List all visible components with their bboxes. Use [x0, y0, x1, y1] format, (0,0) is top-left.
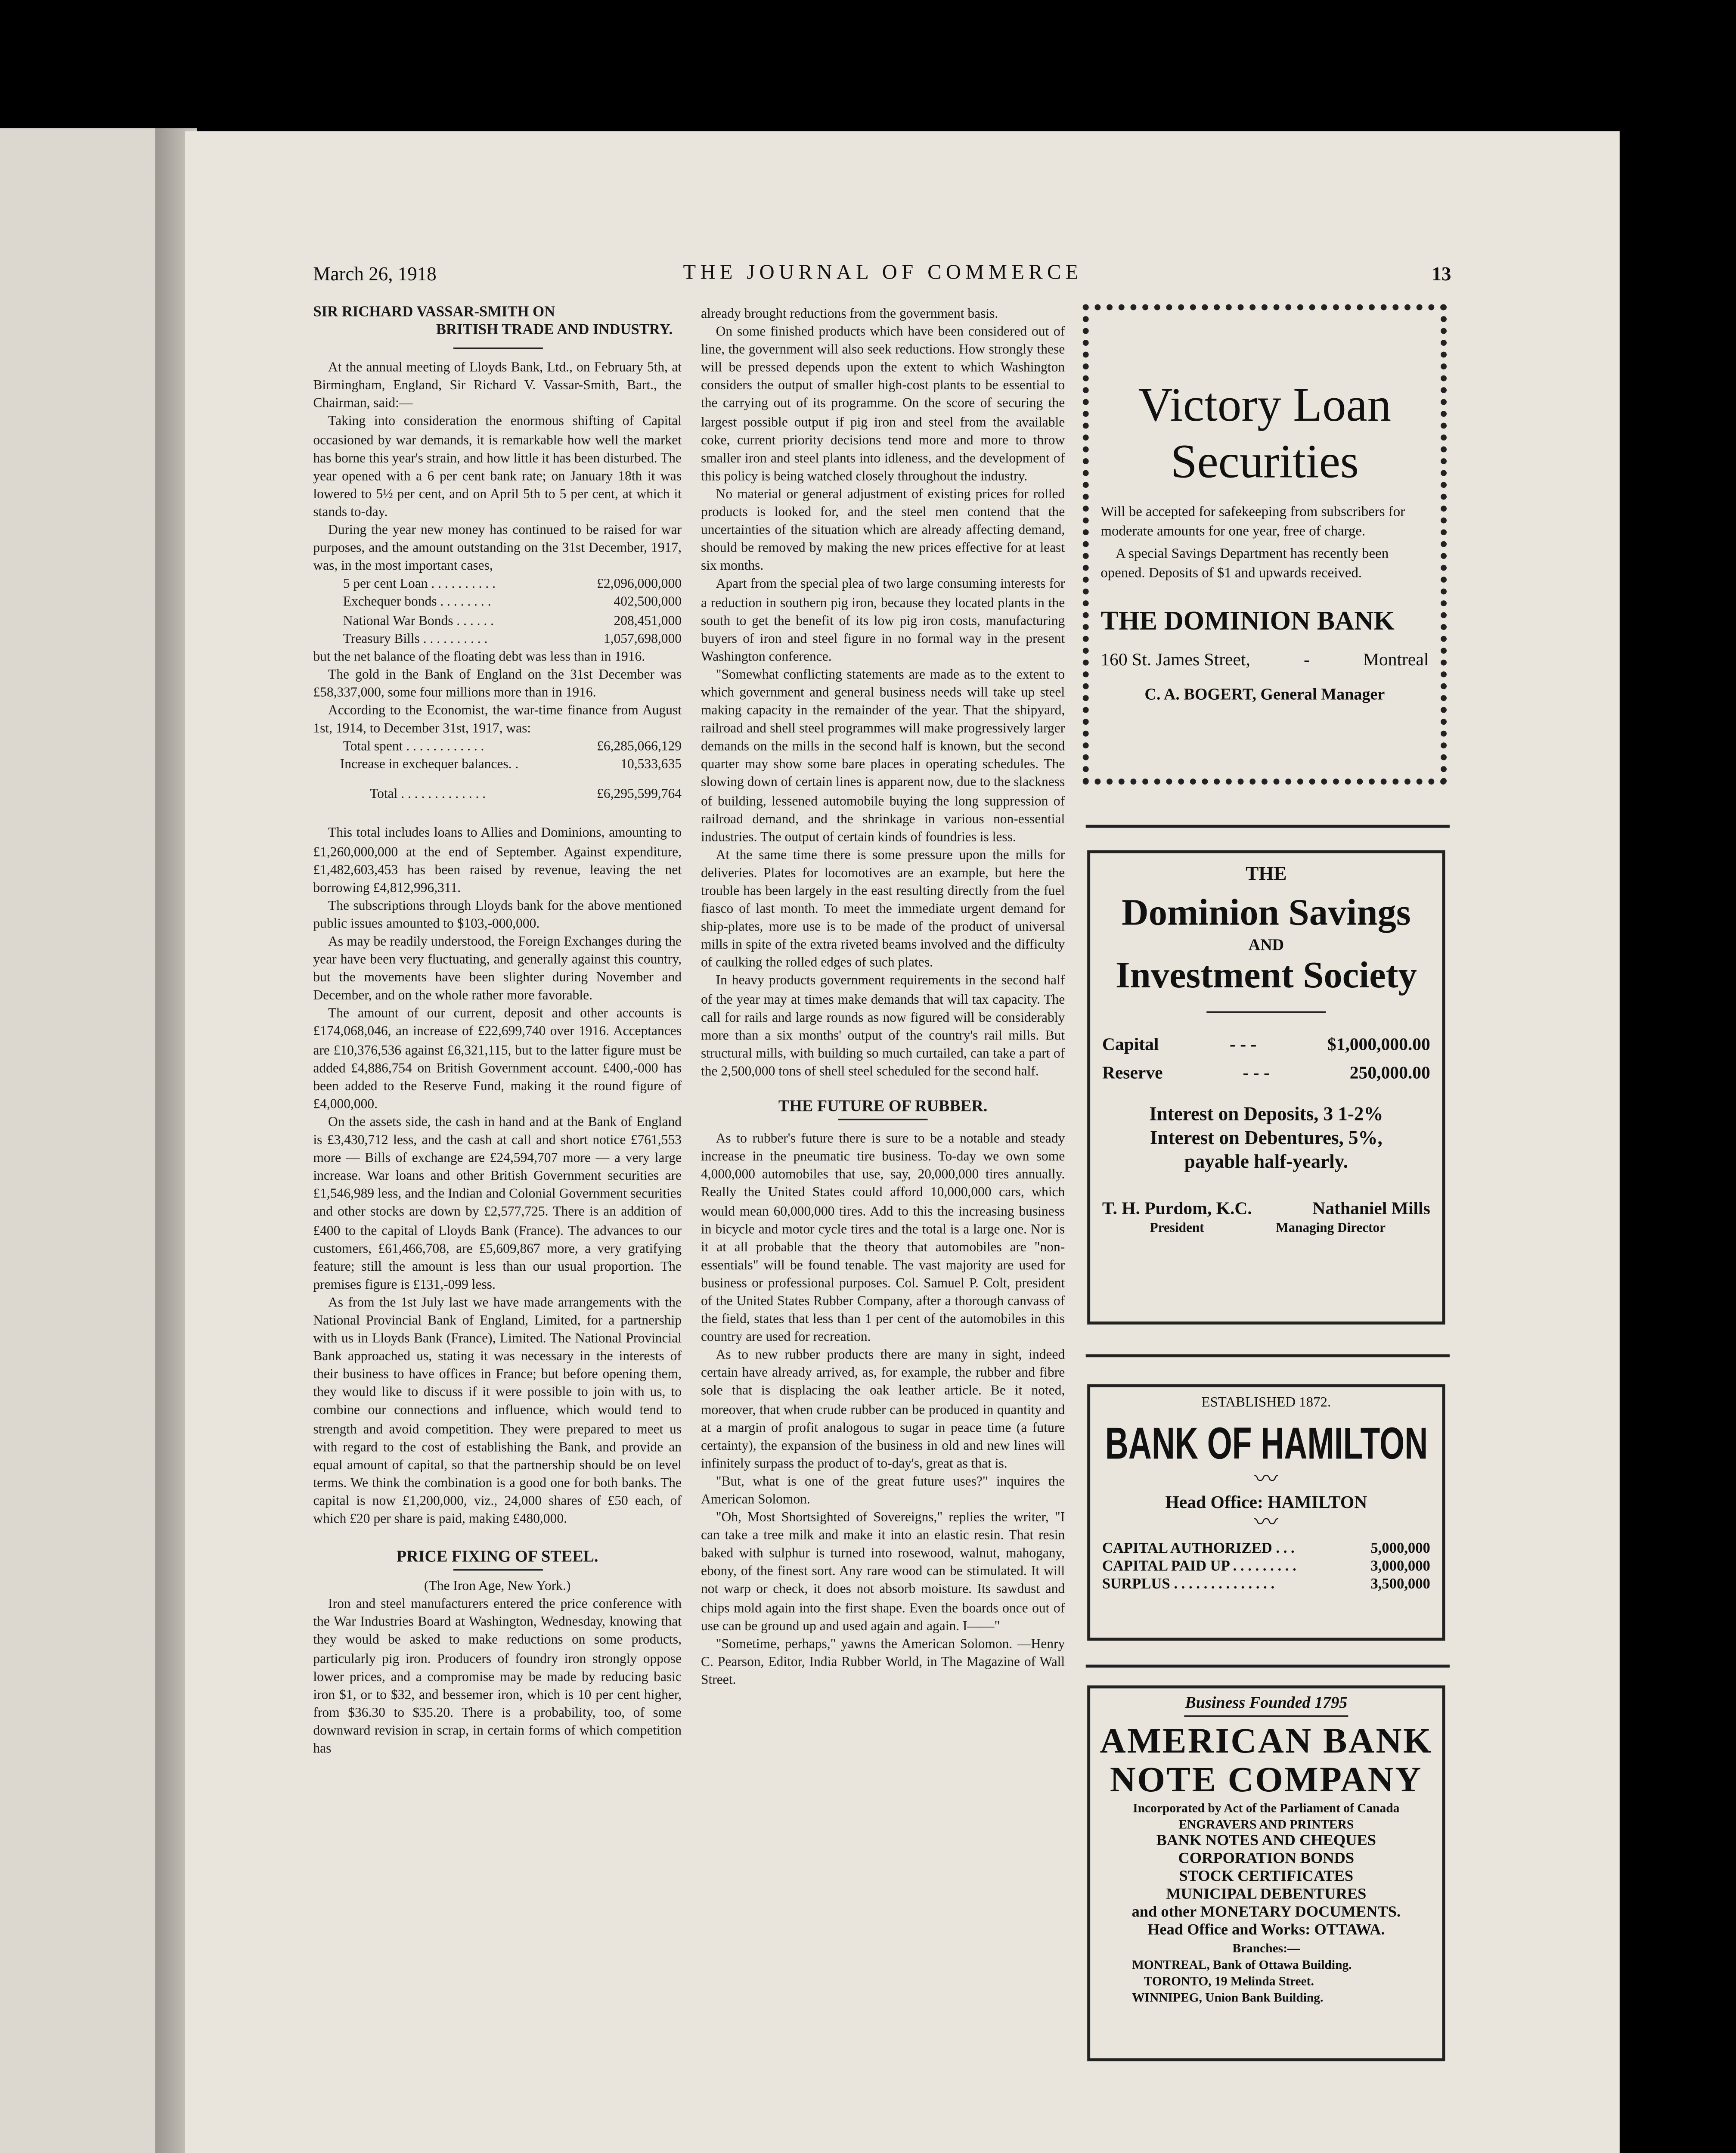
capital-row	[1102, 1576, 1430, 1595]
branch-line: WINNIPEG, Union Bank Building.	[1132, 1989, 1324, 2005]
divider	[1206, 1011, 1326, 1013]
total-value: £6,295,599,764	[597, 786, 682, 802]
finance-table	[313, 737, 682, 812]
masthead: THE JOURNAL OF COMMERCE	[683, 262, 1083, 285]
bank-name: THE DOMINION BANK	[1100, 605, 1395, 636]
paragraph: Taking into consideration the enormous shifting of Capital occasioned by war demands, it is remarkable how well the market has borne this year's strain, and how little it has been disturbed. The year opened with a 6 per cent bank rate; on January 18th it was lowered to 5½ per cent, and on April 5th to 5 per cent, at which it stands to-day.	[313, 414, 682, 519]
row-label: Capital	[1102, 1033, 1159, 1055]
table-row	[313, 611, 682, 629]
issue-date: March 26, 1918	[313, 262, 437, 285]
wave-ornament-icon: 〰	[1254, 1511, 1278, 1536]
row-label: National War Bonds . . . . . .	[343, 612, 494, 627]
row-value: £2,096,000,000	[597, 576, 682, 591]
american-bank-note-ad	[1087, 1685, 1445, 2061]
capital-row	[1102, 1541, 1430, 1559]
row-value: 3,000,000	[1370, 1558, 1430, 1575]
facing-page-edge	[0, 128, 182, 2153]
paragraph: During the year new money has continued to be raised for war purposes, and the amount outstanding on the 31st December, 1917, was, in the most important cases,	[313, 522, 682, 573]
signatories	[1102, 1198, 1430, 1220]
paragraph: "But, what is one of the great future uses?" inquires the American Solomon.	[701, 1474, 1065, 1507]
capital-row	[1102, 1033, 1430, 1056]
ad-title: Victory Loan	[1138, 377, 1392, 431]
row-label: CAPITAL PAID UP . . . . . . . . .	[1102, 1558, 1296, 1575]
row-value: 402,500,000	[614, 594, 682, 609]
paragraph: No material or general adjustment of existing prices for rolled products is looked for, and the steel men contend that the uncertainties of the situation which are already affecting demand, should be removed by making the new prices effective for at least six months.	[701, 486, 1065, 574]
source-line: (The Iron Age, New York.)	[424, 1578, 571, 1594]
role: Managing Director	[1276, 1220, 1386, 1235]
signatory: Nathaniel Mills	[1312, 1197, 1430, 1219]
established-line: ESTABLISHED 1872.	[1201, 1396, 1331, 1411]
founded-line: Business Founded 1795	[1185, 1694, 1348, 1712]
paragraph: This total includes loans to Allies and Dominions, amounting to £1,260,000,000 at the end of September. Against expenditure, £1,482,603,453 has been raised by revenue, leaving the net borrowing £4,812,996,311.	[313, 825, 682, 895]
service-line: MUNICIPAL DEBENTURES	[1166, 1886, 1367, 1903]
ad-body: A special Savings Department has recently been opened. Deposits of $1 and upwards received.	[1100, 547, 1389, 582]
wave-ornament-icon: 〰	[1254, 1467, 1278, 1493]
paragraph: The subscriptions through Lloyds bank for the above mentioned public issues amounted to $103,-000,000.	[313, 897, 682, 931]
paragraph: On the assets side, the cash in hand and at the Bank of England is £3,430,712 less, and the cash at call and short notice £761,553 more — Bills of exchange are £24,594,707 more — a very large increase. War loans and other British Government securities are £1,546,989 less, and the Indian and Colonial Government securities and other stocks are down by £2,577,725. There is an addition of £400 to the capital of Lloyds Bank (France). The advances to our customers, £61,466,708, are £5,609,867 more, a very gratifying feature; still the amount is less than our usual proportion. The premises figure is £131,-099 less.	[313, 1114, 682, 1291]
ad-label: AND	[1248, 937, 1284, 955]
capital-row	[1102, 1559, 1430, 1577]
ad-title: NOTE COMPANY	[1110, 1761, 1423, 1800]
paragraph: The gold in the Bank of England on the 31st December was £58,337,000, some four millions more than in 1916.	[313, 666, 682, 700]
interest-line: payable half-yearly.	[1184, 1150, 1348, 1173]
head-office: Head Office: HAMILTON	[1165, 1491, 1367, 1513]
street: 160 St. James Street,	[1100, 648, 1250, 670]
paragraph: In heavy products government requirements in the second half of the year may at times make demands that will tax capacity. The call for rails and large rounds as now figured will be considerably more than a six months' output of the country's rail mills. But structural mills, with building so much curtailed, can take a part of the 2,500,000 tons of shell steel scheduled for the second half.	[701, 973, 1065, 1079]
row-value: 250,000.00	[1349, 1062, 1430, 1083]
service-line: CORPORATION BONDS	[1178, 1851, 1355, 1868]
paragraph: "Somewhat conflicting statements are made as to the extent to which government and general business needs will take up steel making capacity in the remainder of the year. That the shipyard, railroad and shell steel programmes will make progressively larger demands on the mills in the second half is known, but the second quarter may show some bare places in operating schedules. The slowing down of certain lines is apparent now, due to the slackness of building, lessened automobile buying the long suppression of railroad demand, and the shrinkage in various non-essential industries. The output of certain kinds of foundries is less.	[701, 666, 1065, 844]
service-line: ENGRAVERS AND PRINTERS	[1178, 1817, 1354, 1832]
paragraph: According to the Economist, the war-time finance from August 1st, 1914, to December 31st, 1917, was:	[313, 702, 682, 735]
dash: -	[1303, 648, 1310, 670]
divider	[838, 1119, 928, 1120]
head-office: Head Office and Works: OTTAWA.	[1147, 1922, 1385, 1939]
row-dashes: - - -	[1229, 1033, 1257, 1055]
paragraph: already brought reductions from the government basis.	[701, 306, 998, 321]
paragraph: As to new rubber products there are many in sight, indeed certain have already arrived, as, for example, the rubber and fibre sole that is displacing the oak leather article. Be it noted, moreover, that when crude rubber can be produced in quantity and at a margin of profit analogous to sugar in peace time (a future certainty), the expansion of the business in old and new lines will infinitely surpass the product of to-day's, great as that is.	[701, 1347, 1065, 1470]
article-title: PRICE FIXING OF STEEL.	[396, 1548, 598, 1567]
paragraph: As to rubber's future there is sure to be a notable and steady increase in the pneumatic tire business. To-day we own some 4,000,000 automobiles that use, say, 20,000,000 tires annually. Really the United States could afford 10,000,000 cars, which would mean 60,000,000 tires. Add to this the increasing business in bicycle and motor cycle tires and the total is a large one. Nor is it at all probable that the theory that automobiles are "non-essentials" will be found tenable. The vast majority are used for business or professional purposes. Col. Samuel P. Colt, president of the United States Rubber Company, after a thorough canvass of the field, states that less than 1 per cent of the automobiles in this country are used for recreation.	[701, 1131, 1065, 1344]
paragraph: Iron and steel manufacturers entered the price conference with the War Industries Board at Washington, Wednesday, knowing that they would be asked to make reductions on some products, particularly pig iron. Producers of foundry iron strongly oppose lower prices, and a compromise may be made by reducing basic iron $1, or to $32, and bessemer iron, which is 10 per cent higher, from $36.30 to $35.20. There is a probability, too, of some downward revision in scrap, in certain forms of which competition has	[313, 1596, 682, 1756]
service-line: BANK NOTES AND CHEQUES	[1156, 1833, 1376, 1850]
divider	[1086, 1665, 1450, 1668]
divider	[453, 348, 542, 349]
column-2	[701, 304, 1065, 1689]
row-label: CAPITAL AUTHORIZED . . .	[1102, 1541, 1295, 1557]
victory-loan-ad	[1083, 304, 1447, 785]
service-line: STOCK CERTIFICATES	[1179, 1869, 1354, 1886]
paragraph: The amount of our current, deposit and other accounts is £174,068,046, an increase of £22,699,740 over 1916. Acceptances are £10,376,536 against £6,321,115, but to the latter figure must be added £4,886,754 on British Government account. £400,-000 has been added to the Reserve Fund, making it the round figure of £4,000,000.	[313, 1005, 682, 1111]
bank-of-hamilton-ad	[1087, 1384, 1445, 1641]
branch-line: MONTREAL, Bank of Ottawa Building.	[1132, 1957, 1352, 1972]
row-label: SURPLUS . . . . . . . . . . . . . .	[1102, 1576, 1275, 1593]
table-row	[313, 773, 682, 812]
article-title: BRITISH TRADE AND INDUSTRY.	[436, 322, 673, 339]
paragraph: but the net balance of the floating debt was less than in 1916.	[313, 648, 645, 664]
ad-title: Dominion Savings	[1122, 893, 1411, 934]
ad-title: AMERICAN BANK	[1100, 1722, 1433, 1762]
row-label: 5 per cent Loan . . . . . . . . . .	[343, 576, 496, 591]
ad-title: Securities	[1170, 434, 1359, 488]
reserve-row	[1102, 1062, 1430, 1084]
ad-title: BANK OF HAMILTON	[1105, 1420, 1428, 1469]
article-title: SIR RICHARD VASSAR-SMITH ON	[313, 304, 555, 321]
row-label: Total spent . . . . . . . . . . . .	[343, 738, 484, 754]
row-value: 1,057,698,000	[603, 630, 682, 645]
page-number: 13	[1432, 262, 1451, 285]
service-line: and other MONETARY DOCUMENTS.	[1132, 1905, 1401, 1921]
paragraph: At the same time there is some pressure upon the mills for deliveries. Plates for locomotives are an example, but here the trouble has been largely in the east resulting directly from the fuel fiasco of last month. To meet the immediate urgent demand for ship-plates, more use is to be made of the product of universal mills in spite of the extra riveted beams involved and the difficulty of caulking the rolled edges of such plates.	[701, 847, 1065, 970]
row-value: 5,000,000	[1370, 1541, 1430, 1557]
divider	[1086, 825, 1450, 828]
paragraph: "Sometime, perhaps," yawns the American Solomon. —Henry C. Pearson, Editor, India Rubber World, in The Magazine of Wall Street.	[701, 1636, 1065, 1687]
bank-address	[1100, 649, 1429, 671]
branches-label: Branches:—	[1232, 1940, 1300, 1956]
table-row	[313, 575, 682, 593]
divider	[1184, 1715, 1348, 1716]
dominion-savings-ad	[1087, 850, 1445, 1325]
row-label: Reserve	[1102, 1062, 1163, 1083]
signatory-roles	[1102, 1220, 1430, 1235]
paragraph: "Oh, Most Shortsighted of Sovereigns," replies the writer, "I can take a tree milk and make it into an elastic resin. That resin baked with sulphur is turned into rosewood, walnut, mahogany, ebony, of the finest sort. Any rare wood can be stimulated. It will not warp or check, it does not absorb moisture. Its sawdust and chips mold again into the first shape. Even the boards once out of use can be ground up and used again and again. I——"	[701, 1509, 1065, 1633]
row-value: 208,451,000	[614, 612, 682, 627]
row-value: 10,533,635	[620, 757, 682, 772]
row-value: $1,000,000.00	[1327, 1033, 1430, 1055]
role: President	[1150, 1220, 1204, 1235]
manager-line: C. A. BOGERT, General Manager	[1144, 686, 1385, 704]
total-label: Total . . . . . . . . . . . . .	[370, 786, 486, 802]
table-row	[313, 737, 682, 755]
ad-label: THE	[1246, 862, 1287, 885]
row-label: Exchequer bonds . . . . . . . .	[343, 594, 491, 609]
row-value: £6,285,066,129	[597, 738, 682, 754]
city: Montreal	[1363, 648, 1429, 670]
interest-line: Interest on Deposits, 3 1-2%	[1149, 1102, 1383, 1125]
table-row	[313, 629, 682, 647]
row-label: Treasury Bills . . . . . . . . . .	[343, 630, 488, 645]
table-row	[313, 755, 682, 773]
paragraph: On some finished products which have been considered out of line, the government will also seek reductions. How strongly these will be pressed depends upon the extent to which Washington considers the output of smaller high-cost plants to be essential to the carrying out of its programme. On the score of securing the largest possible output if pig iron and steel from the available coke, current priority decisions tend more and more to throw smaller iron and steel plants into idleness, and the development of this policy is being watched closely throughout the industry.	[701, 323, 1065, 483]
paragraph: As from the 1st July last we have made arrangements with the National Provincial Bank of England, Limited, for a partnership with us in Lloyds Bank (France), Limited. The National Provincial Bank approached us, stating it was necessary in the interests of their business to have offices in France; but before opening them, they would like to discuss if it were possible to join with us, to combine our connections and influence, which would tend to strength and avoid competition. They were prepared to meet us with regard to the cost of establishing the Bank, and provide an equal amount of capital, so that the partnership should be on level terms. We think the combination is a good one for both banks. The capital is now £1,200,000, viz., 24,000 shares of £50 each, of which £20 per share is paid, making £480,000.	[313, 1294, 682, 1526]
divider	[1086, 1354, 1450, 1357]
signatory: T. H. Purdom, K.C.	[1102, 1197, 1252, 1219]
row-value: 3,500,000	[1370, 1576, 1430, 1593]
paragraph: Apart from the special plea of two large consuming interests for a reduction in southern pig iron, because they located plants in the south to get the benefit of its low pig iron costs, manufacturing buyers of iron and steel figure in no formal way in the present Washington conference.	[701, 576, 1065, 664]
row-label: Increase in exchequer balances. .	[340, 757, 519, 772]
article-title: THE FUTURE OF RUBBER.	[778, 1098, 988, 1116]
ad-body: Will be accepted for safekeeping from subscribers for moderate amounts for one year, free of charge.	[1100, 506, 1405, 540]
column-1	[313, 304, 682, 1757]
branch-line: TORONTO, 19 Melinda Street.	[1144, 1973, 1314, 1989]
paragraph: At the annual meeting of Lloyds Bank, Ltd., on February 5th, at Birmingham, England, Sir Richard V. Vassar-Smith, Bart., the Chairman, said:—	[313, 360, 682, 411]
debt-table	[313, 575, 682, 647]
interest-line: Interest on Debentures, 5%,	[1150, 1126, 1383, 1149]
divider	[453, 1570, 542, 1571]
incorporation-line: Incorporated by Act of the Parliament of Canada	[1133, 1800, 1400, 1815]
table-row	[313, 593, 682, 611]
row-dashes: - - -	[1243, 1062, 1270, 1083]
ad-title: Investment Society	[1115, 956, 1417, 996]
paragraph: As may be readily understood, the Foreign Exchanges during the year have been very fluctuating, and generally against this country, but the movements have been slighter during November and December, and on the whole rather more favorable.	[313, 934, 682, 1003]
